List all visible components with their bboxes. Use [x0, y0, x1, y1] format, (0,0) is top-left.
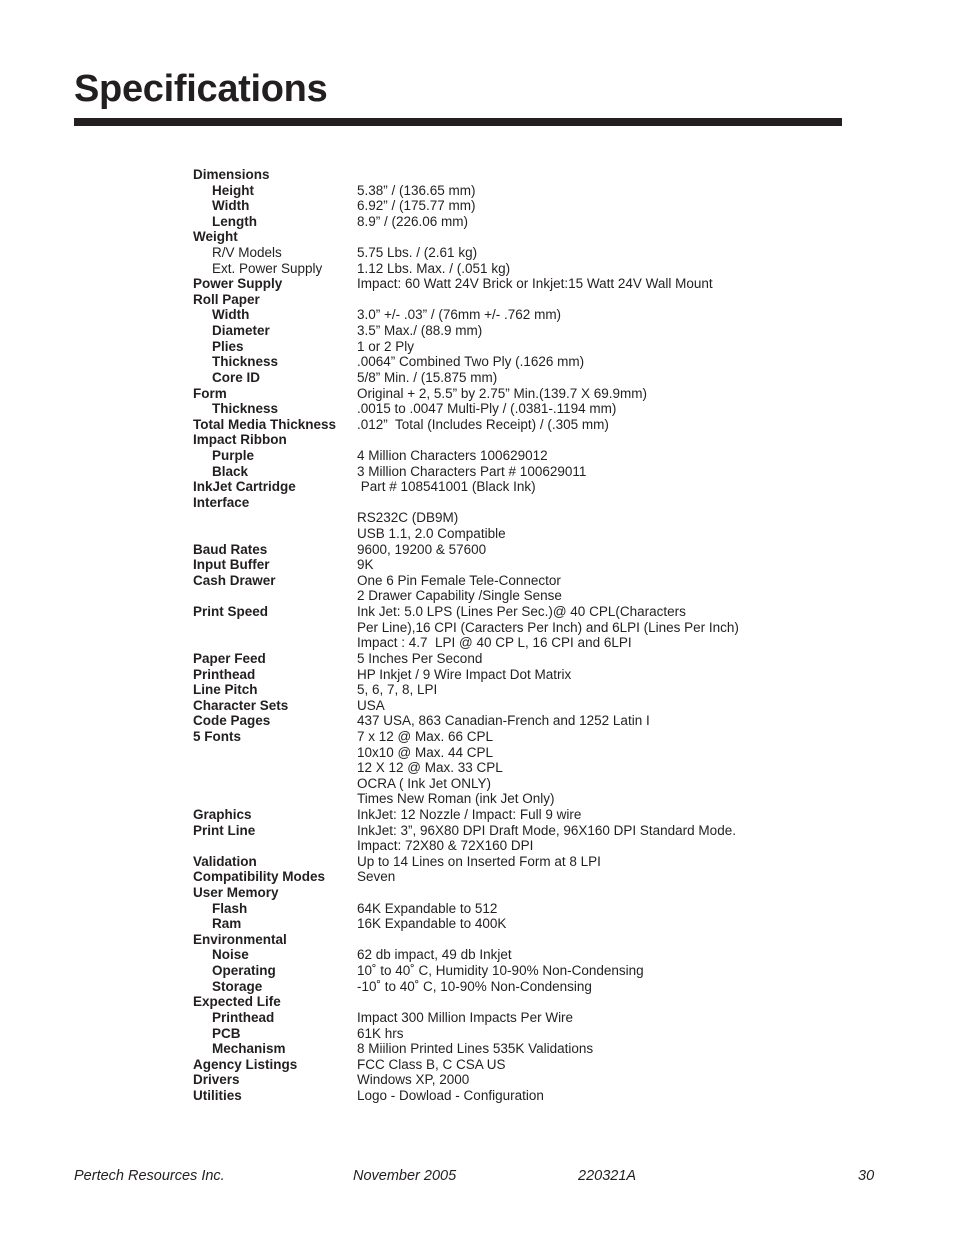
spec-value: 437 USA, 863 Canadian-French and 1252 Latin I	[357, 713, 650, 729]
spec-value: .0015 to .0047 Multi-Ply / (.0381-.1194 mm)	[357, 401, 617, 417]
spec-label: R/V Models	[212, 245, 282, 261]
spec-value: 5, 6, 7, 8, LPI	[357, 682, 438, 698]
spec-value: One 6 Pin Female Tele-Connector	[357, 572, 561, 588]
spec-row	[193, 261, 813, 277]
spec-row	[193, 713, 813, 729]
spec-row	[193, 339, 813, 355]
spec-label: Utilities	[193, 1087, 242, 1103]
spec-row	[193, 292, 813, 308]
spec-value: Logo - Dowload - Configuration	[357, 1087, 544, 1103]
spec-label: Weight	[193, 229, 238, 245]
spec-value: 2 Drawer Capability /Single Sense	[357, 588, 562, 604]
spec-label: Character Sets	[193, 697, 289, 713]
spec-row	[193, 229, 813, 245]
spec-row	[193, 1057, 813, 1073]
spec-label: InkJet Cartridge	[193, 479, 296, 495]
spec-value: 5.38” / (136.65 mm)	[357, 182, 476, 198]
spec-label: Line Pitch	[193, 682, 258, 698]
spec-value: 62 db impact, 49 db Inkjet	[357, 947, 512, 963]
spec-label: Cash Drawer	[193, 572, 276, 588]
spec-label: Baud Rates	[193, 541, 268, 557]
spec-row	[193, 635, 813, 651]
spec-row	[193, 183, 813, 199]
spec-label: Validation	[193, 853, 257, 869]
spec-label: Height	[212, 182, 254, 198]
spec-row	[193, 432, 813, 448]
spec-value: 9K	[357, 557, 374, 573]
spec-row	[193, 510, 813, 526]
spec-row	[193, 729, 813, 745]
spec-value: Impact: 72X80 & 72X160 DPI	[357, 838, 534, 854]
spec-row	[193, 1041, 813, 1057]
spec-value: Seven	[357, 869, 396, 885]
spec-value: -10˚ to 40˚ C, 10-90% Non-Condensing	[357, 978, 592, 994]
spec-row	[193, 323, 813, 339]
spec-value: 64K Expandable to 512	[357, 900, 498, 916]
spec-value: 10˚ to 40˚ C, Humidity 10-90% Non-Condensing	[357, 963, 644, 979]
spec-value: 8 Miilion Printed Lines 535K Validations	[357, 1041, 594, 1057]
spec-row	[193, 916, 813, 932]
footer-company: Pertech Resources Inc.	[74, 1168, 225, 1184]
spec-label: 5 Fonts	[193, 728, 242, 744]
spec-row	[193, 932, 813, 948]
spec-label: Flash	[212, 900, 248, 916]
spec-value: Impact: 60 Watt 24V Brick or Inkjet:15 Watt 24V Wall Mount	[357, 276, 713, 292]
spec-label: Width	[212, 307, 250, 323]
footer-doc-number: 220321A	[578, 1168, 637, 1184]
spec-row	[193, 1088, 813, 1104]
spec-label: Diameter	[212, 323, 270, 339]
spec-row	[193, 682, 813, 698]
spec-label: Graphics	[193, 806, 252, 822]
spec-value: Ink Jet: 5.0 LPS (Lines Per Sec.)@ 40 CPL(Characters	[357, 604, 686, 620]
spec-row	[193, 479, 813, 495]
spec-label: Printhead	[193, 666, 256, 682]
spec-row	[193, 464, 813, 480]
spec-row	[193, 276, 813, 292]
spec-row	[193, 1072, 813, 1088]
spec-row	[193, 854, 813, 870]
spec-label: Thickness	[212, 354, 279, 370]
spec-value: 7 x 12 @ Max. 66 CPL	[357, 728, 494, 744]
spec-label: Purple	[212, 447, 255, 463]
spec-row	[193, 370, 813, 386]
spec-label: Ram	[212, 916, 242, 932]
spec-label: Mechanism	[212, 1041, 286, 1057]
spec-label: Storage	[212, 978, 263, 994]
spec-value: 12 X 12 @ Max. 33 CPL	[357, 760, 503, 776]
spec-value: 9600, 19200 & 57600	[357, 541, 487, 557]
spec-value: USA	[357, 697, 385, 713]
spec-row	[193, 573, 813, 589]
spec-value: 3 Million Characters Part # 100629011	[357, 463, 587, 479]
spec-label: Plies	[212, 338, 244, 354]
spec-label: Expected Life	[193, 994, 281, 1010]
spec-label: Paper Feed	[193, 650, 266, 666]
spec-value: Per Line),16 CPI (Caracters Per Inch) and 6LPI (Lines Per Inch)	[357, 619, 739, 635]
spec-label: Operating	[212, 963, 276, 979]
spec-label: Roll Paper	[193, 291, 260, 307]
spec-label: User Memory	[193, 885, 279, 901]
spec-label: Black	[212, 463, 249, 479]
spec-label: Impact Ribbon	[193, 432, 287, 448]
spec-value: 5.75 Lbs. / (2.61 kg)	[357, 245, 478, 261]
spec-row	[193, 604, 813, 620]
spec-row	[193, 869, 813, 885]
spec-row	[193, 401, 813, 417]
spec-value: InkJet: 12 Nozzle / Impact: Full 9 wire	[357, 806, 582, 822]
spec-value: .012” Total (Includes Receipt) / (.305 mm)	[357, 416, 609, 432]
spec-row	[193, 760, 813, 776]
title-rule	[74, 118, 842, 126]
spec-row	[193, 214, 813, 230]
spec-value: HP Inkjet / 9 Wire Impact Dot Matrix	[357, 666, 572, 682]
spec-row	[193, 651, 813, 667]
spec-row	[193, 620, 813, 636]
spec-label: Environmental	[193, 931, 287, 947]
spec-row	[193, 947, 813, 963]
spec-row	[193, 776, 813, 792]
spec-value: 4 Million Characters 100629012	[357, 447, 548, 463]
spec-value: Times New Roman (ink Jet Only)	[357, 791, 555, 807]
spec-row	[193, 495, 813, 511]
spec-value: 3.5” Max./ (88.9 mm)	[357, 323, 483, 339]
spec-label: Agency Listings	[193, 1056, 298, 1072]
spec-value: InkJet: 3”, 96X80 DPI Draft Mode, 96X160 DPI Standard Mode.	[357, 822, 736, 838]
spec-label: Print Speed	[193, 604, 269, 620]
spec-table	[193, 167, 813, 1104]
spec-label: Length	[212, 213, 257, 229]
spec-value: Windows XP, 2000	[357, 1072, 470, 1088]
spec-value: 5/8” Min. / (15.875 mm)	[357, 369, 498, 385]
spec-label: Code Pages	[193, 713, 271, 729]
spec-value: USB 1.1, 2.0 Compatible	[357, 526, 506, 542]
spec-row	[193, 245, 813, 261]
spec-row	[193, 667, 813, 683]
spec-row	[193, 885, 813, 901]
spec-label: PCB	[212, 1025, 241, 1041]
spec-label: Thickness	[212, 401, 279, 417]
spec-row	[193, 745, 813, 761]
footer-date: November 2005	[353, 1168, 457, 1184]
footer-page-number: 30	[858, 1168, 875, 1184]
spec-row	[193, 167, 813, 183]
spec-value: 5 Inches Per Second	[357, 650, 483, 666]
spec-value: 10x10 @ Max. 44 CPL	[357, 744, 494, 760]
spec-row	[193, 1026, 813, 1042]
spec-row	[193, 979, 813, 995]
spec-value: Part # 108541001 (Black Ink)	[357, 479, 536, 495]
spec-value: 1.12 Lbs. Max. / (.051 kg)	[357, 260, 511, 276]
page-title: Specifications	[74, 68, 328, 110]
spec-row	[193, 354, 813, 370]
spec-value: .0064” Combined Two Ply (.1626 mm)	[357, 354, 585, 370]
spec-row	[193, 994, 813, 1010]
spec-value: OCRA ( Ink Jet ONLY)	[357, 775, 492, 791]
spec-row	[193, 417, 813, 433]
spec-label: Compatibility Modes	[193, 869, 326, 885]
spec-label: Drivers	[193, 1072, 240, 1088]
spec-value: FCC Class B, C CSA US	[357, 1056, 506, 1072]
spec-row	[193, 823, 813, 839]
spec-value: 8.9” / (226.06 mm)	[357, 213, 469, 229]
spec-value: Impact : 4.7 LPI @ 40 CP L, 16 CPI and 6LPI	[357, 635, 632, 651]
spec-label: Interface	[193, 494, 250, 510]
spec-row	[193, 698, 813, 714]
spec-label: Input Buffer	[193, 557, 270, 573]
spec-row	[193, 838, 813, 854]
spec-row	[193, 198, 813, 214]
spec-label: Form	[193, 385, 227, 401]
spec-label: Printhead	[212, 1009, 275, 1025]
spec-row	[193, 307, 813, 323]
spec-value: Up to 14 Lines on Inserted Form at 8 LPI	[357, 853, 601, 869]
page-footer	[0, 1168, 954, 1188]
spec-row	[193, 448, 813, 464]
spec-value: 61K hrs	[357, 1025, 404, 1041]
spec-row	[193, 588, 813, 604]
spec-label: Core ID	[212, 369, 261, 385]
spec-label: Width	[212, 198, 250, 214]
spec-label: Noise	[212, 947, 249, 963]
spec-row	[193, 901, 813, 917]
spec-label: Ext. Power Supply	[212, 260, 323, 276]
spec-row	[193, 1010, 813, 1026]
spec-value: RS232C (DB9M)	[357, 510, 459, 526]
spec-value: 16K Expandable to 400K	[357, 916, 507, 932]
spec-value: 6.92” / (175.77 mm)	[357, 198, 476, 214]
spec-row	[193, 557, 813, 573]
spec-value: 1 or 2 Ply	[357, 338, 415, 354]
spec-row	[193, 542, 813, 558]
spec-value: Impact 300 Million Impacts Per Wire	[357, 1009, 574, 1025]
spec-label: Power Supply	[193, 276, 283, 292]
spec-row	[193, 526, 813, 542]
spec-label: Print Line	[193, 822, 256, 838]
spec-label: Total Media Thickness	[193, 416, 337, 432]
spec-row	[193, 386, 813, 402]
spec-label: Dimensions	[193, 167, 270, 182]
spec-row	[193, 963, 813, 979]
spec-row	[193, 791, 813, 807]
spec-value: Original + 2, 5.5” by 2.75” Min.(139.7 X 69.9mm)	[357, 385, 648, 401]
spec-row	[193, 807, 813, 823]
spec-value: 3.0” +/- .03” / (76mm +/- .762 mm)	[357, 307, 562, 323]
